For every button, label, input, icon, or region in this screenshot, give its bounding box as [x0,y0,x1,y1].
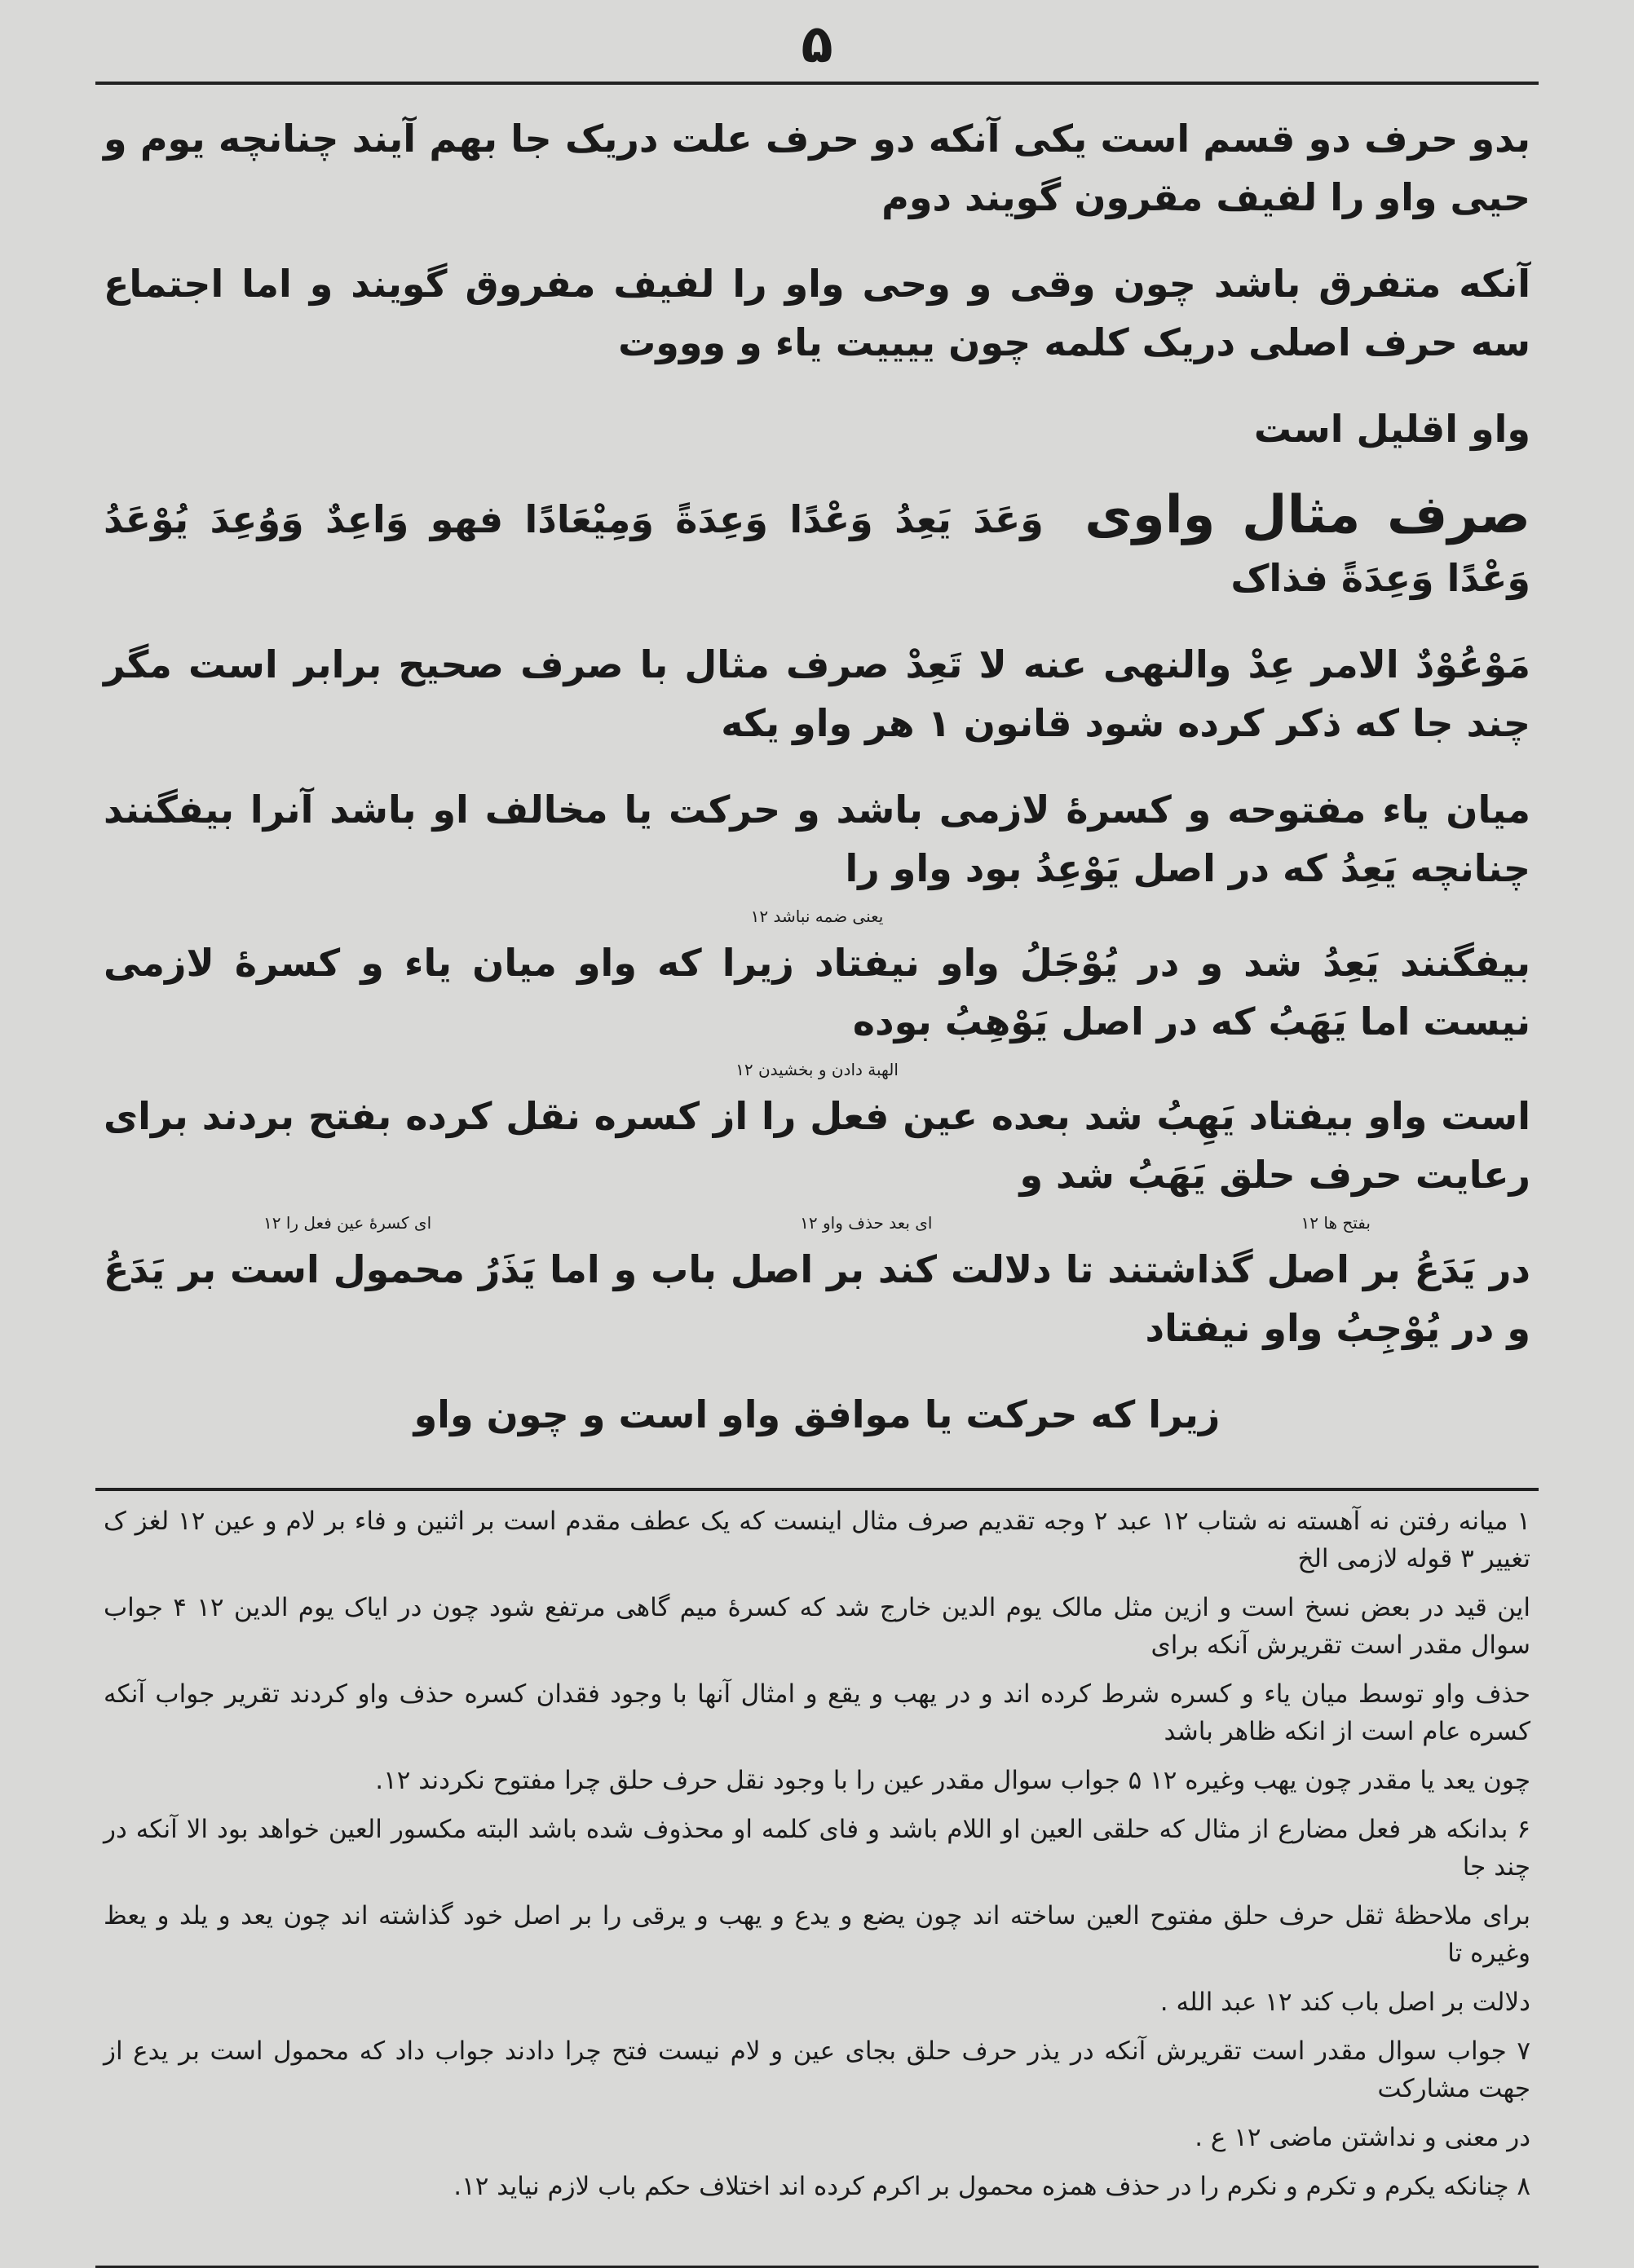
page [95,0,1539,2268]
footnote-line: ۱ میانه رفتن نه آهسته نه شتاب ۱۲ عبد ۲ وجه تقدیم صرف مثال اینست که یک عطف مقدم است بر اثنین و فاء بر لام و عین ۱۲ لغز ک تغییر ۳ قوله لازمی الخ [104,1507,1530,1573]
main-text-line: مَوْعُوْدٌ الامر عِدْ والنهی عنه لا تَعِدْ صرف مثال با صرف صحیح برابر است مگر چند جا که ذکر کرده شود قانون ۱ هر واو یکه [104,642,1530,745]
main-text-line: است واو بیفتاد یَهِبُ شد بعده عین فعل را از کسره نقل کرده بفتح بردند برای رعایت حرف حلق یَهَبُ شد و [104,1094,1530,1197]
section-heading: صرف مثال واوی [1084,485,1531,545]
footnote-line: حذف واو توسط میان یاء و کسره شرط کرده اند و در یهب و یقع و امثال آنها با وجود فقدان کسره حذف واو کردند تقریر جواب آنکه کسره عام است از انکه ظاهر باشد [104,1679,1530,1746]
page-number: ۵ [801,15,833,75]
footnote-line: ۷ جواب سوال مقدر است تقریرش آنکه در یذر حرف حلق بجای عین و لام نیست فتح چرا دادند جواب داد که محمول است بر یدع از جهت مشارکت [104,2036,1530,2103]
section-heading-line [104,486,1530,607]
footnote-line: در معنی و نداشتن ماضی ۱۲ ع . [1195,2123,1530,2152]
main-text-line: آنکه متفرق باشد چون وقی و وحی واو را لفیف مفروق گویند و اما اجتماع سه حرف اصلی دریک کلمه چون ییییت یاء و وووت [104,262,1530,364]
interlinear-note: بفتح ها ۱۲ [1301,1213,1371,1233]
footnote-line: این قید در بعض نسخ است و ازین مثل مالک یوم الدین خارج شد که کسرهٔ میم گاهی مرتفع شود چون در ایاک یوم الدین ۱۲ ۴ جواب سوال مقدر است تقریرش آنکه برای [104,1593,1531,1660]
footnote-line: ۸ چنانکه یکرم و تکرم و نکرم را در حذف همزه محمول بر اکرم کرده اند اختلاف حکم باب لازم نیاید ۱۲. [453,2172,1530,2201]
main-text [95,85,1539,1488]
footnote-line: چون یعد یا مقدر چون یهب وغیره ۱۲ ۵ جواب سوال مقدر عین را با وجود نقل حرف حلق چرا مفتوح نکردند ۱۲. [375,1766,1530,1795]
footnote-line: دلالت بر اصل باب کند ۱۲ عبد الله . [1159,1988,1530,2017]
main-text-line: در یَدَعُ بر اصل گذاشتند تا دلالت کند بر اصل باب و اما یَذَرُ محمول است بر یَدَعُ و در یُوْجِبُ واو نیفتاد [104,1247,1530,1350]
heading-conjugation: وَعَدَ یَعِدُ وَعْدًا وَعِدَةً وَمِیْعَادًا فهو وَاعِدٌ وَوُعِدَ یُوْعَدُ وَعْدًا وَعِدَةً فذاک [104,497,1530,600]
main-text-line: بیفگنند یَعِدُ شد و در یُوْجَلُ واو نیفتاد زیرا که واو میان یاء و کسرهٔ لازمی نیست اما یَهَبُ که در اصل یَوْهِبُ بوده [104,941,1530,1044]
interlinear-note: ای بعد حذف واو ۱۲ [800,1213,933,1233]
main-text-line: میان یاء مفتوحه و کسرهٔ لازمی باشد و حرکت یا مخالف او باشد آنرا بیفگنند چنانچه یَعِدُ که در اصل یَوْعِدُ بود واو را [104,788,1530,890]
main-text-line: زیرا که حرکت یا موافق واو است و چون واو [413,1392,1221,1436]
interlinear-note: الهبة دادن و بخشیدن ۱۲ [735,1060,899,1079]
interlinear-note: یعنی ضمه نباشد ۱۲ [750,907,884,926]
footnote-line: برای ملاحظهٔ ثقل حرف حلق مفتوح العین ساخته اند چون یضع و یدع و یهب و یرقی را بر اصل خود گذاشته اند چون یعد و یلد و یعظ وغیره تا [104,1901,1530,1968]
interlinear-note: ای کسرهٔ عین فعل را ۱۲ [263,1213,432,1233]
interlinear-notes [104,1059,1530,1080]
interlinear-notes [104,1212,1530,1233]
footnote-line: ۶ بدانکه هر فعل مضارع از مثال که حلقی العین او اللام باشد و فای کلمه او محذوف شده باشد البته مکسور العین خواهد بود الا آنکه در چند جا [104,1815,1530,1882]
interlinear-notes [104,906,1530,927]
footnotes [95,1491,1539,2233]
main-text-line: بدو حرف دو قسم است یکی آنکه دو حرف علت دریک جا بهم آیند چنانچه یوم و حیی واو را لفیف مقرون گویند دوم [104,117,1530,219]
main-text-line: واو اقلیل است [1253,407,1530,451]
